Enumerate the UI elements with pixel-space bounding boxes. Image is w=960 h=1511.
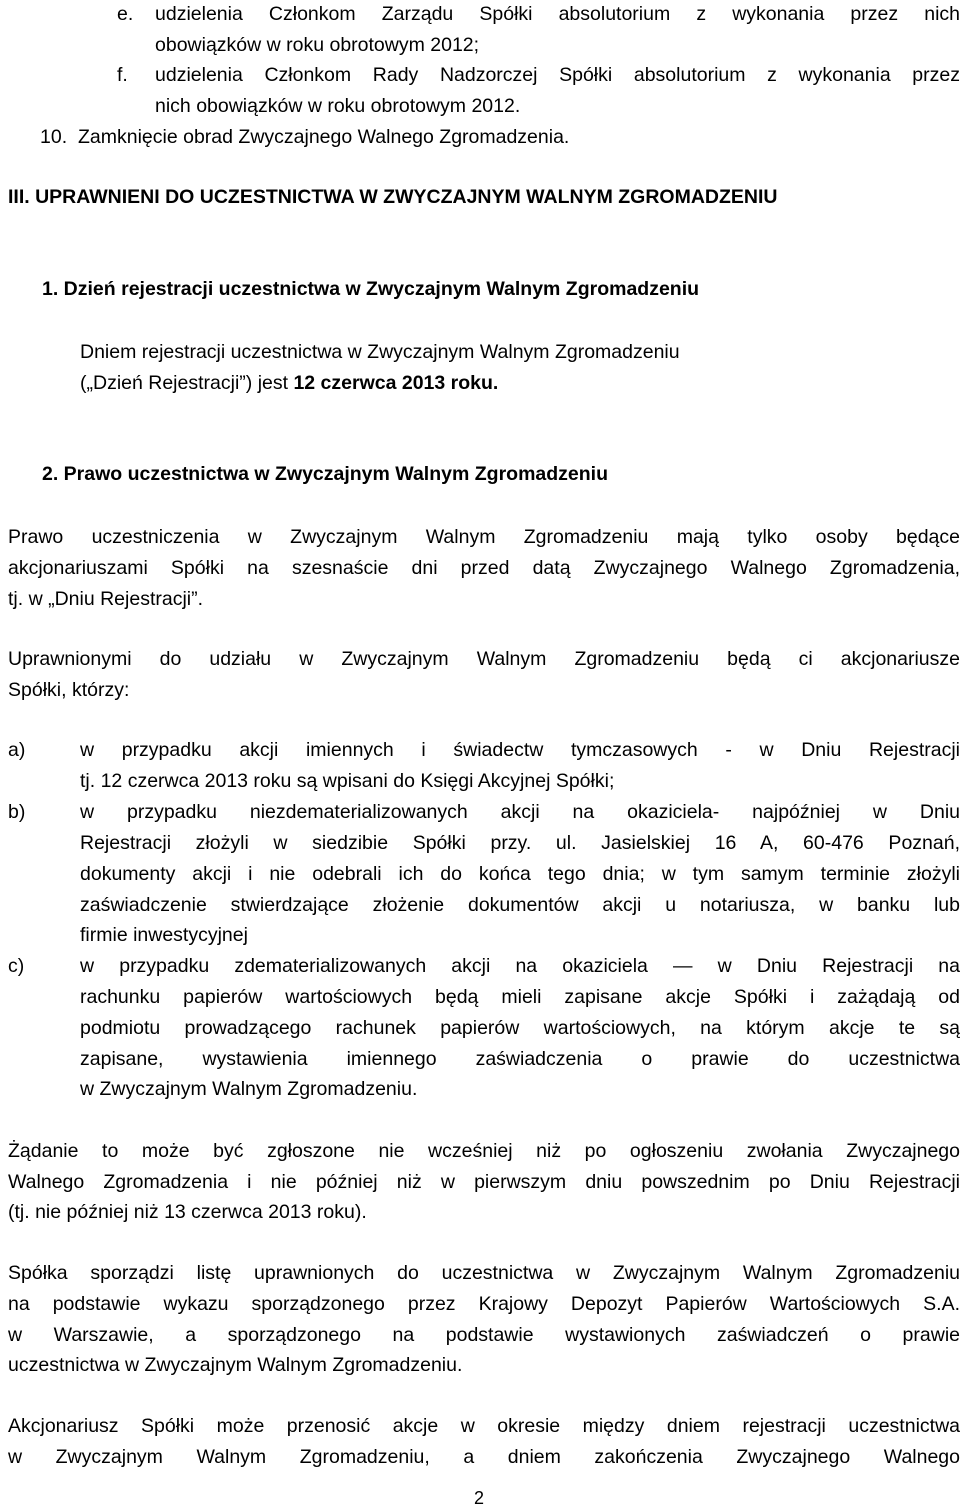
registration-day-text: („Dzień Rejestracji”) jest (80, 372, 294, 394)
list-marker-e: e. (117, 3, 134, 25)
subsection-heading-2: 2. Prawo uczestnictwa w Zwyczajnym Walnym Zgromadzeniu (42, 463, 608, 485)
registration-day-line1: Dniem rejestracji uczestnictwa w Zwyczajnym Walnym Zgromadzeniu (80, 341, 680, 363)
list-item-e-line2: obowiązków w roku obrotowym 2012; (155, 34, 480, 56)
list-item-e-line1: udzielenia Członkom Zarządu Spółki absolutorium z wykonania przez nich (155, 3, 960, 25)
page-number: 2 (474, 1488, 485, 1508)
paragraph-1-line2: akcjonariuszami Spółki na szesnaście dni przed datą Zwyczajnego Walnego Zgromadzenia, (8, 557, 960, 579)
paragraph-3-line3: (tj. nie później niż 13 czerwca 2013 roku). (8, 1201, 367, 1223)
list-item-b-line3: dokumenty akcji i nie odebrali ich do końca tego dnia; w tym samym terminie złożyli (80, 863, 960, 885)
list-item-b-line5: firmie inwestycyjnej (80, 924, 248, 946)
paragraph-4-line3: w Warszawie, a sporządzonego na podstawie wystawionych zaświadczeń o prawie (8, 1324, 960, 1346)
paragraph-4-line1: Spółka sporządzi listę uprawnionych do uczestnictwa w Zwyczajnym Walnym Zgromadzeniu (8, 1262, 960, 1284)
paragraph-2-line1: Uprawnionymi do udziału w Zwyczajnym Walnym Zgromadzeniu będą ci akcjonariusze (8, 648, 960, 670)
paragraph-4-line2: na podstawie wykazu sporządzonego przez Krajowy Depozyt Papierów Wartościowych S.A. (8, 1293, 960, 1315)
list-marker-10: 10. (40, 126, 68, 148)
list-item-c-line4: zapisane, wystawienia imiennego zaświadczenia o prawie do uczestnictwa (80, 1048, 960, 1070)
list-item-10: Zamknięcie obrad Zwyczajnego Walnego Zgromadzenia. (78, 126, 570, 148)
list-item-c-line2: rachunku papierów wartościowych będą mieli zapisane akcje Spółki i zażądają od (80, 986, 960, 1008)
list-item-b-line1: w przypadku niezdematerializowanych akcji na okaziciela- najpóźniej w Dniu (80, 801, 960, 823)
paragraph-5-line1: Akcjonariusz Spółki może przenosić akcje w okresie między dniem rejestracji uczestnictwa (8, 1415, 960, 1437)
registration-day-line2 (80, 370, 498, 396)
list-marker-c: c) (8, 955, 25, 977)
paragraph-2-line2: Spółki, którzy: (8, 679, 130, 701)
list-item-c-line3: podmiotu prowadzącego rachunek papierów wartościowych, na którym akcje te są (80, 1017, 960, 1039)
paragraph-3-line1: Żądanie to może być zgłoszone nie wcześniej niż po ogłoszeniu zwołania Zwyczajnego (8, 1140, 960, 1162)
list-item-b-line2: Rejestracji złożyli w siedzibie Spółki przy. ul. Jasielskiej 16 A, 60-476 Poznań, (80, 832, 960, 854)
registration-date: 12 czerwca 2013 roku. (293, 372, 499, 394)
list-marker-f: f. (117, 64, 128, 86)
paragraph-4-line4: uczestnictwa w Zwyczajnym Walnym Zgromadzeniu. (8, 1354, 463, 1376)
paragraph-3-line2: Walnego Zgromadzenia i nie później niż w pierwszym dniu powszednim po Dniu Rejestracji (8, 1171, 960, 1193)
list-item-b-line4: zaświadczenie stwierdzające złożenie dokumentów akcji u notariusza, w banku lub (80, 894, 960, 916)
subsection-heading-1: 1. Dzień rejestracji uczestnictwa w Zwyczajnym Walnym Zgromadzeniu (42, 278, 700, 300)
list-item-c-line5: w Zwyczajnym Walnym Zgromadzeniu. (80, 1078, 418, 1100)
paragraph-5-line2: w Zwyczajnym Walnym Zgromadzeniu, a dniem zakończenia Zwyczajnego Walnego (8, 1446, 960, 1468)
paragraph-1-line1: Prawo uczestniczenia w Zwyczajnym Walnym Zgromadzeniu mają tylko osoby będące (8, 526, 960, 548)
list-marker-a: a) (8, 739, 26, 761)
paragraph-1-line3: tj. w „Dniu Rejestracji”. (8, 588, 204, 610)
section-heading-iii: III. UPRAWNIENI DO UCZESTNICTWA W ZWYCZAJNYM WALNYM ZGROMADZENIU (8, 186, 778, 208)
list-item-a-line1: w przypadku akcji imiennych i świadectw tymczasowych - w Dniu Rejestracji (80, 739, 960, 761)
list-item-f-line1: udzielenia Członkom Rady Nadzorczej Spółki absolutorium z wykonania przez (155, 64, 960, 86)
list-marker-b: b) (8, 801, 26, 823)
list-item-a-line2: tj. 12 czerwca 2013 roku są wpisani do Księgi Akcyjnej Spółki; (80, 770, 615, 792)
list-item-c-line1: w przypadku zdematerializowanych akcji na okaziciela — w Dniu Rejestracji na (80, 955, 960, 977)
list-item-f-line2: nich obowiązków w roku obrotowym 2012. (155, 95, 521, 117)
